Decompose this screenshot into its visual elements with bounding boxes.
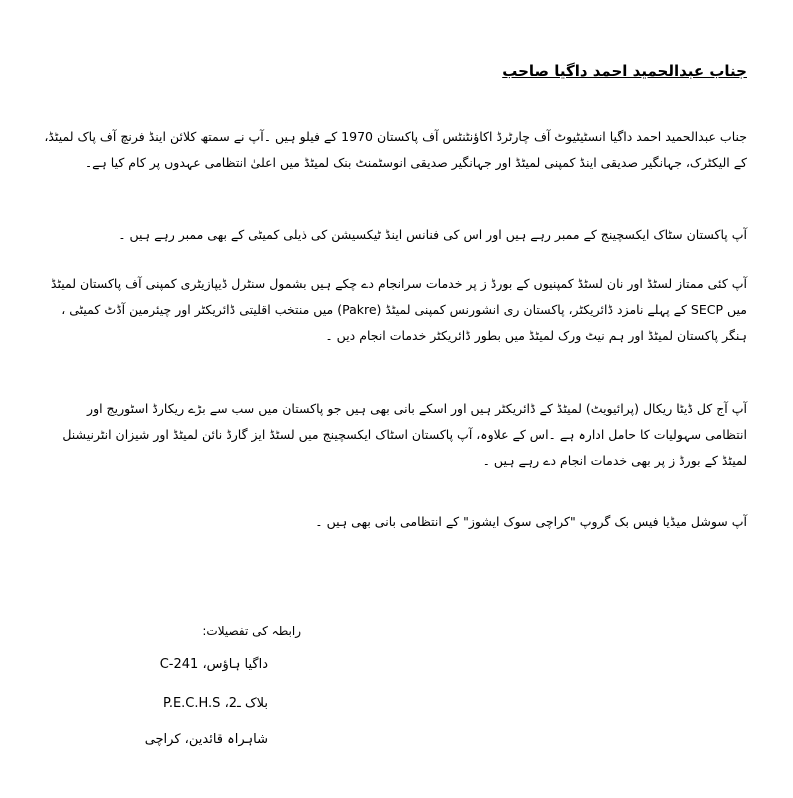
paragraph-current-roles: آپ آج کل ڈیٹا ریکال (پرائیویٹ) لمیٹڈ کے ڈائریکٹر ہیں اور اسکے بانی بھی ہیں جو پاکستان میں سب سے بڑے ریکارڈ اسٹوریج اور انتظامی سہولیات کا حامل ادارہ ہے ۔اس کے علاوہ، آپ پاکستان اسٹاک ایکسچینج میں لسٹڈ ایز گارڈ نائن لمیٹڈ اور شیزان انٹرنیشنل لمیٹڈ کے بورڈ ز پر بھی خدمات انجام دے رہے ہیں ۔ xyxy=(62,401,747,468)
contact-address-line: داگیا ہاؤس، 241-C xyxy=(159,657,268,672)
paragraph-social-media: آپ سوشل میڈیا فیس بک گروپ "کراچی سوک ایشوز" کے انتظامی بانی بھی ہیں ۔ xyxy=(315,514,747,529)
contact-heading: رابطہ کی تفصیلات: xyxy=(202,624,301,638)
contact-address-line: بلاک ـ2، P.E.C.H.S xyxy=(163,696,268,711)
paragraph-board-positions: آپ کئی ممتاز لسٹڈ اور نان لسٹڈ کمپنیوں کے بورڈ ز پر خدمات سرانجام دے چکے ہیں بشمول سنٹرل ڈیپازیٹری کمپنی آف پاکستان لمیٹڈ میں SECP کے پہلے نامزد ڈائریکٹر، پاکستان ری انشورنس کمپنی لمیٹڈ (Pakre) میں منتخب اقلیتی ڈائریکٹر اور چیئرمین آڈٹ کمیٹی ، ہنگر پاکستان لمیٹڈ اور ہم نیٹ ورک لمیٹڈ میں بطور ڈائریکٹر خدمات انجام دیں ۔ xyxy=(50,276,747,343)
paragraph-stock-exchange: آپ پاکستان سٹاک ایکسچینج کے ممبر رہے ہیں اور اس کی فنانس اینڈ ٹیکسیشن کی ذیلی کمیٹی کے بھی ممبر رہے ہیں ۔ xyxy=(118,227,747,242)
contact-address-line: شاہراہ قائدین، کراچی xyxy=(144,732,268,747)
document-title: جناب عبدالحمید احمد داگیا صاحب xyxy=(502,62,747,80)
paragraph-professional-background: جناب عبدالحمید احمد داگیا انسٹیٹیوٹ آف چارٹرڈ اکاؤنٹنٹس آف پاکستان 1970 کے فیلو ہیں ۔آپ نے سمتھ کلائن اینڈ فرنچ آف پاک لمیٹڈ، کے الیکٹرک، جہانگیر صدیقی اینڈ کمپنی لمیٹڈ اور جہانگیر صدیقی انوسٹمنٹ بنک لمیٹڈ میں اعلیٰ انتظامی عہدوں پر کام کیا ہے۔ xyxy=(44,129,747,170)
